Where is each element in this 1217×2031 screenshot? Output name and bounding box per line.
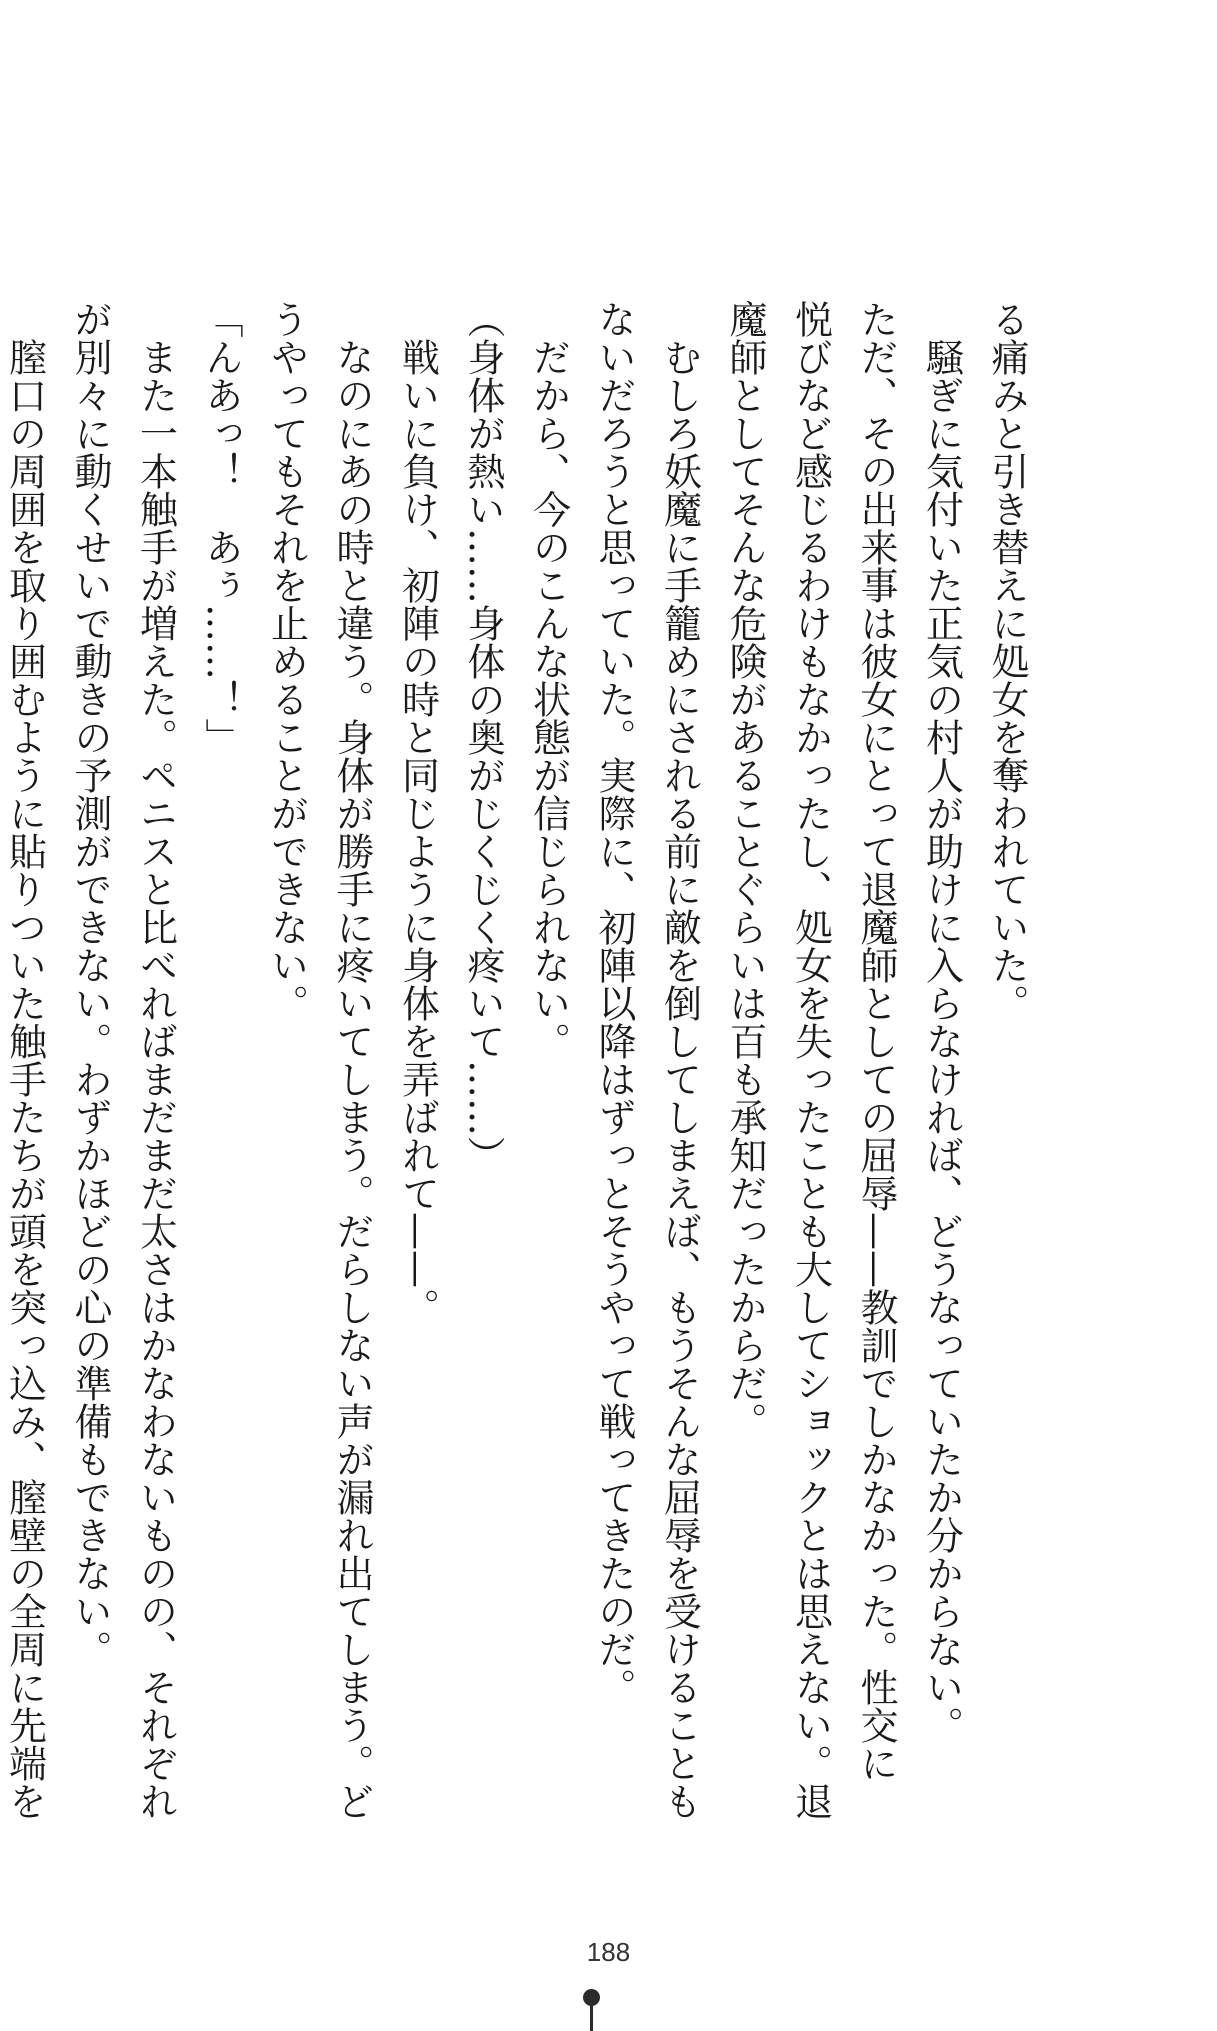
text-column: また一本触手が増えた。ペニスと比べればまだまだ太さはかなわないものの、それぞれ bbox=[133, 300, 178, 1820]
text-column: 「んあっ！ あぅ……！」 bbox=[199, 300, 243, 756]
text-column: 戦いに負け、初陣の時と同じように身体を弄ばれて——。 bbox=[395, 300, 440, 1326]
text-column: ただ、その出来事は彼女にとって退魔師としての屈辱——教訓でしかなかった。性交に bbox=[854, 300, 898, 1782]
text-column: る痛みと引き替えに処女を奪われていた。 bbox=[985, 300, 1029, 1022]
text-column: 騒ぎに気付いた正気の村人が助けに入らなければ、どうなっていたか分からない。 bbox=[919, 300, 964, 1744]
text-column: うやってもそれを止めることができない。 bbox=[264, 300, 309, 1022]
text-column: ないだろうと思っていた。実際に、初陣以降はずっとそうやって戦ってきたのだ。 bbox=[592, 300, 636, 1706]
page-number: 188 bbox=[586, 1937, 631, 1967]
text-column: 魔師としてそんな危険があることぐらいは百も承知だったからだ。 bbox=[723, 300, 767, 1440]
vertical-text-body bbox=[2, 300, 1039, 1820]
text-column: なのにあの時と違う。身体が勝手に疼いてしまう。だらしない声が漏れ出てしまう。ど bbox=[330, 300, 374, 1820]
text-column: むしろ妖魔に手籠めにされる前に敵を倒してしまえば、もうそんな屈辱を受けることも bbox=[657, 300, 702, 1820]
text-column: 悦びなど感じるわけもなかったし、処女を失ったことも大してショックとは思えない。退 bbox=[788, 300, 833, 1820]
page-marker-stem bbox=[590, 2004, 593, 2031]
text-column: （身体が熱い……身体の奥がじくじく疼いて……） bbox=[461, 300, 505, 1174]
text-column: 膣口の周囲を取り囲むように貼りついた触手たちが頭を突っ込み、膣壁の全周に先端を bbox=[2, 300, 47, 1820]
text-column: だから、今のこんな状態が信じられない。 bbox=[526, 300, 571, 1060]
text-column: が別々に動くせいで動きの予測ができない。わずかほどの心の準備もできない。 bbox=[68, 300, 112, 1668]
